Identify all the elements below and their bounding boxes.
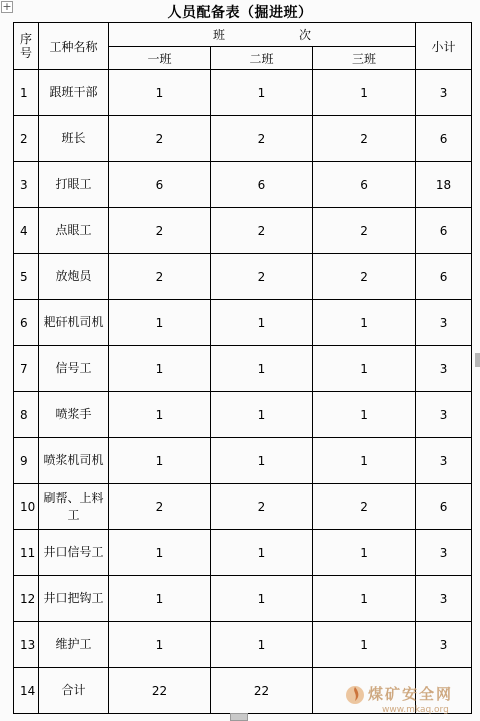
flame-logo-icon — [344, 683, 366, 705]
shift-1-cell: 1 — [109, 530, 211, 576]
shift-2-cell: 1 — [211, 530, 313, 576]
table-row — [14, 392, 472, 438]
shift-1-cell: 2 — [109, 484, 211, 530]
row-number-cell: 14 — [14, 668, 39, 714]
job-name-cell: 喷浆手 — [39, 392, 109, 438]
shift-1-cell: 22 — [109, 668, 211, 714]
table-resize-handle[interactable] — [230, 713, 248, 721]
staffing-table — [13, 22, 472, 714]
shift-1-cell: 1 — [109, 70, 211, 116]
table-row — [14, 484, 472, 530]
subtotal-cell: 6 — [416, 208, 472, 254]
shift-2-cell: 1 — [211, 392, 313, 438]
row-number-cell: 4 — [14, 208, 39, 254]
header-shift-2: 二班 — [211, 47, 313, 70]
table-row — [14, 116, 472, 162]
shift-2-cell: 2 — [211, 254, 313, 300]
row-number-cell: 11 — [14, 530, 39, 576]
table-row — [14, 70, 472, 116]
header-seq-char-1: 序 — [19, 32, 32, 46]
header-seq — [14, 23, 39, 70]
shift-3-cell: 1 — [313, 346, 416, 392]
table-row — [14, 208, 472, 254]
header-subtotal: 小计 — [416, 23, 472, 70]
header-shift-3: 三班 — [313, 47, 416, 70]
job-name-cell: 刷帮、上料工 — [39, 484, 109, 530]
shift-1-cell: 1 — [109, 438, 211, 484]
job-name-cell: 井口信号工 — [39, 530, 109, 576]
subtotal-cell: 3 — [416, 576, 472, 622]
row-number-cell: 5 — [14, 254, 39, 300]
shift-2-cell: 1 — [211, 438, 313, 484]
header-shift-char-1: 班 — [213, 28, 226, 42]
subtotal-cell: 3 — [416, 530, 472, 576]
header-row-1 — [14, 23, 472, 47]
shift-1-cell: 1 — [109, 622, 211, 668]
shift-1-cell: 2 — [109, 116, 211, 162]
job-name-cell: 喷浆机司机 — [39, 438, 109, 484]
shift-3-cell: 2 — [313, 484, 416, 530]
shift-3-cell: 1 — [313, 438, 416, 484]
shift-2-cell: 2 — [211, 484, 313, 530]
subtotal-cell: 3 — [416, 70, 472, 116]
shift-2-cell: 6 — [211, 162, 313, 208]
shift-3-cell: 2 — [313, 208, 416, 254]
subtotal-cell: 6 — [416, 116, 472, 162]
table-row — [14, 162, 472, 208]
shift-3-cell: 1 — [313, 392, 416, 438]
row-number-cell: 7 — [14, 346, 39, 392]
shift-1-cell: 6 — [109, 162, 211, 208]
subtotal-cell: 6 — [416, 484, 472, 530]
watermark-logo — [344, 681, 474, 719]
shift-3-cell: 6 — [313, 162, 416, 208]
table-row — [14, 300, 472, 346]
shift-1-cell: 2 — [109, 254, 211, 300]
row-number-cell: 6 — [14, 300, 39, 346]
shift-3-cell: 1 — [313, 300, 416, 346]
row-number-cell: 2 — [14, 116, 39, 162]
subtotal-cell: 6 — [416, 254, 472, 300]
watermark-url: www.mkaq.org — [382, 705, 449, 715]
job-name-cell: 放炮员 — [39, 254, 109, 300]
shift-1-cell: 1 — [109, 300, 211, 346]
shift-1-cell: 1 — [109, 346, 211, 392]
shift-3-cell: 1 — [313, 576, 416, 622]
shift-2-cell: 1 — [211, 576, 313, 622]
table-row — [14, 530, 472, 576]
shift-2-cell: 1 — [211, 70, 313, 116]
shift-3-cell: 1 — [313, 70, 416, 116]
row-number-cell: 12 — [14, 576, 39, 622]
page-title: 人员配备表（掘进班） — [167, 5, 313, 21]
row-number-cell: 1 — [14, 70, 39, 116]
row-number-cell: 13 — [14, 622, 39, 668]
subtotal-cell: 3 — [416, 300, 472, 346]
header-job: 工种名称 — [39, 23, 109, 70]
table-row — [14, 346, 472, 392]
job-name-cell: 跟班干部 — [39, 70, 109, 116]
table-row — [14, 254, 472, 300]
header-shift-1: 一班 — [109, 47, 211, 70]
job-name-cell: 维护工 — [39, 622, 109, 668]
row-number-cell: 9 — [14, 438, 39, 484]
shift-2-cell: 2 — [211, 208, 313, 254]
shift-2-cell: 1 — [211, 346, 313, 392]
shift-3-cell: 2 — [313, 116, 416, 162]
shift-3-cell: 1 — [313, 530, 416, 576]
job-name-cell: 班长 — [39, 116, 109, 162]
subtotal-cell: 3 — [416, 346, 472, 392]
table-row — [14, 438, 472, 484]
job-name-cell: 打眼工 — [39, 162, 109, 208]
resize-handle[interactable] — [475, 353, 480, 367]
row-number-cell: 10 — [14, 484, 39, 530]
table-row — [14, 622, 472, 668]
shift-2-cell: 1 — [211, 300, 313, 346]
subtotal-cell: 3 — [416, 438, 472, 484]
subtotal-cell: 18 — [416, 162, 472, 208]
table-row — [14, 576, 472, 622]
shift-3-cell: 2 — [313, 254, 416, 300]
subtotal-cell: 3 — [416, 392, 472, 438]
header-shift-char-2: 次 — [299, 28, 312, 42]
watermark-text: 煤矿安全网 — [368, 685, 454, 703]
header-shift-group — [109, 23, 416, 47]
shift-2-cell: 2 — [211, 116, 313, 162]
shift-3-cell: 1 — [313, 622, 416, 668]
job-name-cell: 耙矸机司机 — [39, 300, 109, 346]
job-name-cell: 井口把钩工 — [39, 576, 109, 622]
job-name-cell: 点眼工 — [39, 208, 109, 254]
shift-1-cell: 1 — [109, 576, 211, 622]
job-name-cell: 信号工 — [39, 346, 109, 392]
shift-2-cell: 22 — [211, 668, 313, 714]
row-number-cell: 3 — [14, 162, 39, 208]
header-seq-char-2: 号 — [19, 46, 32, 60]
row-number-cell: 8 — [14, 392, 39, 438]
shift-1-cell: 2 — [109, 208, 211, 254]
table-move-handle-icon[interactable]: + — [2, 0, 12, 13]
shift-2-cell: 1 — [211, 622, 313, 668]
shift-1-cell: 1 — [109, 392, 211, 438]
job-name-cell: 合计 — [39, 668, 109, 714]
subtotal-cell: 3 — [416, 622, 472, 668]
